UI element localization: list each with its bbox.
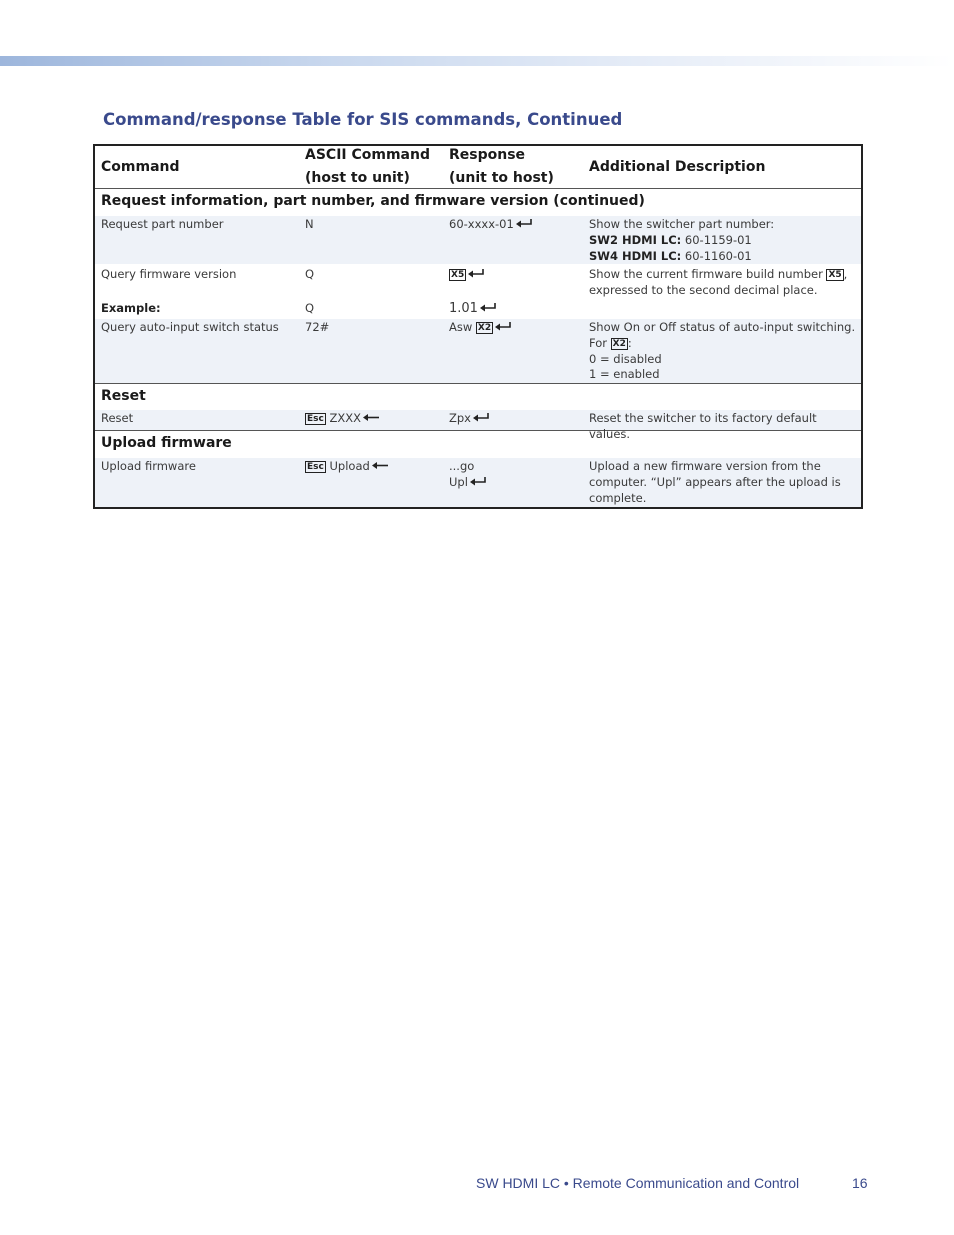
cell-ascii: Esc Upload <box>299 458 443 507</box>
cell-command: Query firmware version <box>101 267 237 281</box>
cell-description: Reset the switcher to its factory default values. <box>589 411 817 441</box>
cell-command: Request part number <box>101 217 224 231</box>
header-description: Additional Description <box>589 158 766 175</box>
return-arrow-icon <box>470 477 487 486</box>
cell-description: Show the switcher part number: SW2 HDMI LC: 60-1159-01 SW4 HDMI LC: 60-1160-01 <box>589 217 775 263</box>
cell-ascii: Esc ZXXX <box>299 410 443 430</box>
return-arrow-icon <box>468 269 485 278</box>
cell-ascii: 72# <box>305 320 330 334</box>
header-response: Response (unit to host) <box>449 147 554 186</box>
cell-ascii: Q <box>305 267 315 281</box>
enter-arrow-icon <box>372 461 389 470</box>
cell-response: 1.01 <box>443 300 583 319</box>
return-arrow-icon <box>473 413 490 422</box>
return-arrow-icon <box>480 303 497 312</box>
cell-response: 60-xxxx-01 <box>443 216 583 264</box>
top-gradient-bar <box>0 56 954 66</box>
cell-description: Show On or Off status of auto-input switching. For X2 : 0 = disabled 1 = enabled <box>589 320 856 382</box>
table-row-auto-input-status <box>95 319 861 383</box>
table-row-request-part-number <box>95 216 861 264</box>
group-title-request-info: Request information, part number, and firmware version (continued) <box>101 193 645 209</box>
table-row-upload-firmware <box>95 458 861 507</box>
cell-command: Reset <box>101 411 134 425</box>
cell-response <box>443 264 583 300</box>
cell-description: Show the current firmware build number X5 , expressed to the second decimal place. <box>589 267 848 297</box>
return-arrow-icon <box>495 322 512 331</box>
cell-command: Example: <box>101 301 161 315</box>
x2-key-icon: X2 <box>612 338 626 349</box>
x5-key-icon: X5 <box>451 270 465 280</box>
x2-key-icon: X2 <box>477 323 492 333</box>
x5-key-icon: X5 <box>828 270 842 280</box>
header-command: Command <box>101 158 180 175</box>
cell-ascii: Q <box>305 301 315 315</box>
cell-description <box>583 300 861 319</box>
cell-response: ...go Upl <box>443 458 583 507</box>
esc-key-icon: Esc <box>307 414 324 424</box>
group-title-upload-firmware: Upload firmware <box>95 430 861 458</box>
table-header-row <box>95 146 861 189</box>
cell-description: Upload a new firmware version from the computer. “Upl” appears after the upload is complete. <box>589 459 841 505</box>
table-row-query-firmware <box>95 264 861 300</box>
header-ascii: ASCII Command (host to unit) <box>305 147 430 186</box>
cell-command: Upload firmware <box>101 459 196 473</box>
cell-response: Asw X2 <box>443 319 583 383</box>
page-number: 16 <box>852 1175 868 1191</box>
cell-command: Query auto-input switch status <box>101 320 279 334</box>
group-title-reset: Reset <box>95 383 861 410</box>
footer-title: SW HDMI LC • Remote Communication and Control <box>476 1175 800 1191</box>
esc-key-icon: Esc <box>307 462 324 472</box>
cell-response: Zpx <box>443 410 583 430</box>
cell-ascii: N <box>305 217 314 231</box>
enter-arrow-icon <box>363 413 380 422</box>
table-row-example <box>95 300 861 319</box>
table-row-reset <box>95 410 861 441</box>
section-title: Command/response Table for SIS commands, Continued <box>103 110 623 129</box>
return-arrow-icon <box>516 219 533 228</box>
sis-command-table <box>93 144 863 509</box>
